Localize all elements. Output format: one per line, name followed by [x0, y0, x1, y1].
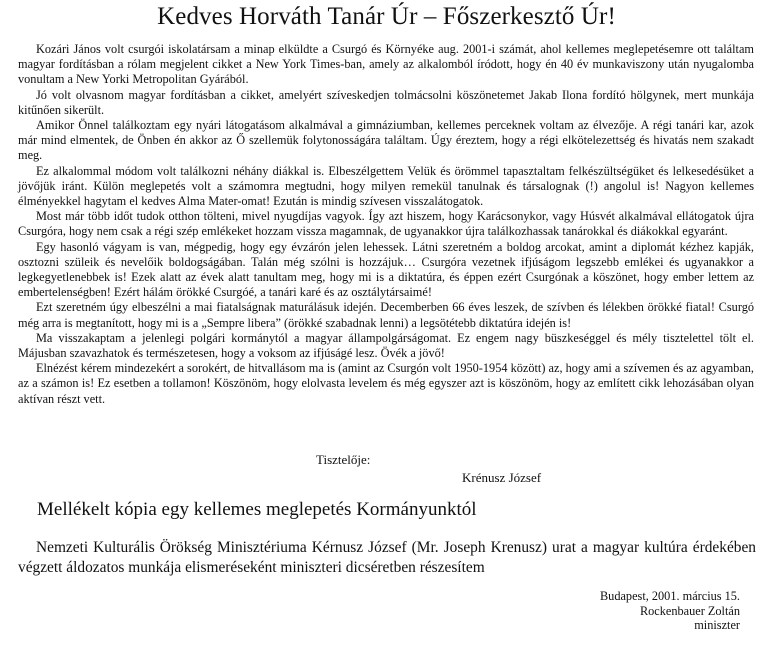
letter-paragraph: Elnézést kérem mindezekért a sorokért, de hitvallásom ma is (amint az Csurgón volt 1950-1954 között) az, hogy ami a szívemen és az agyamban, az a számon is! Ez esetben a tollamon! Köszönöm, hogy elolvasta levelem és még egyszer azt is köszönöm, hogy az említett cikk lehozásában olyan aktívan részt vett.: [18, 361, 754, 406]
letter-greeting: Tisztelője:: [316, 452, 371, 467]
attachment-heading: Mellékelt kópia egy kellemes meglepetés Kormányunktól: [37, 499, 477, 520]
minister-name: Rockenbauer Zoltán: [639, 603, 740, 618]
letter-paragraph: Ez alkalommal módom volt találkozni néhány diákkal is. Elbeszélgettem Velük és örömmel tapasztaltam felkészültségüket és lelkesedésüket a jövőjük iránt. Külön meglepetés volt a számomra megtudni, hogy milyen remekül tanulnak és társalognak (!) angolul is! Nagyon kellemes élményekkel hagytam el kedves Alma Mater-omat! Ezután is mindig szívesen visszalátogatok.: [18, 163, 754, 209]
letter-paragraph: Jó volt olvasnom magyar fordításban a cikket, amelyért szíveskedjen tolmácsolni köszönetemet Jakab Ilona fordító hölgynek, mert munkája kitűnően sikerült.: [18, 87, 754, 117]
letter-body: [18, 42, 754, 407]
page-title: Kedves Horváth Tanár Úr – Főszerkesztő Úr!: [157, 3, 616, 30]
award-text: [18, 538, 756, 578]
letter-signature: Krénusz József: [462, 470, 542, 485]
place-date: Budapest, 2001. március 15.: [599, 589, 740, 603]
minister-signature-block: [560, 589, 740, 633]
letter-paragraph: Ma visszakaptam a jelenlegi polgári kormánytól a magyar állampolgárságomat. Ez engem nagy büszkeséggel és mély tisztelettel tölt el. Májusban szavazhatok és természetesen, hogy a voksom az ifjúságé lesz. Övék a jövő!: [18, 330, 754, 361]
letter-paragraph: Ezt szeretném úgy elbeszélni a mai fiatalságnak maturálásuk idején. Decemberben 66 éves leszek, de szívben és lélekben örökké fiatal! Csurgó még arra is megtanított, hogy mi is a „Sempre libera” (örökké szabadnak lenni) a legsötétebb diktatúra idején is!: [18, 300, 754, 330]
letter-paragraph: Most már több időt tudok otthon tölteni, mivel nyugdíjas vagyok. Így azt hiszem, hogy Karácsonykor, vagy Húsvét alkalmával ellátogatok újra Csurgóra, hogy nem csak a régi szép emlékeket hozzam vissza magamnak, de ugyanakkor újra találkozhassak tanárokkal és diákokkal egyaránt.: [18, 209, 754, 239]
letter-paragraph: Kozári János volt csurgói iskolatársam a minap elküldte a Csurgó és Környéke aug. 2001-i számát, ahol kellemes meglepetésemre ott találtam magyar fordításban a rólam megjelent cikket a New York Times-ban, amely az alkalomból íródott, hogy én 40 év munkaviszony után nyugalomba vonultam a New Yorki Metropolitan Gyárából.: [18, 42, 754, 87]
award-paragraph: Nemzeti Kulturális Örökség Minisztériuma Kérnusz József (Mr. Joseph Krenusz) urat a magyar kultúra érdekében végzett áldozatos munkája elismeréseként miniszteri dicséretben részesítem: [18, 539, 756, 576]
minister-title: miniszter: [694, 618, 740, 632]
letter-paragraph: Egy hasonló vágyam is van, mégpedig, hogy egy évzárón jelen lehessek. Látni szeretném a boldog arcokat, amint a diplomát kézhez kapják, osztozni szüleik és nevelőik boldogságában. Talán még szólni is hozzájuk… Csurgóra vezetnek ifjúságom legszebb emlékei és ugyanakkor a legkegyetlenebbek is! Ezek alatt az évek alatt tanultam meg, hogy mi is a diktatúra, és éppen ezért Csurgónak a köszönet, hogy ember lettem az embertelenségben! Ezért hálám örökké Csurgóé, a tanári karé és az osztálytársaimé!: [18, 239, 754, 300]
letter-paragraph: Amikor Önnel találkoztam egy nyári látogatásom alkalmával a gimnáziumban, kellemes perceknek voltam az élvezője. A régi tanári kar, azok már mind elmentek, de Önben én akkor az Ő szellemük folytonosságára találtam. Úgy éreztem, hogy a régi elkötelezettség és hivatás nem szakadt meg.: [18, 118, 754, 163]
